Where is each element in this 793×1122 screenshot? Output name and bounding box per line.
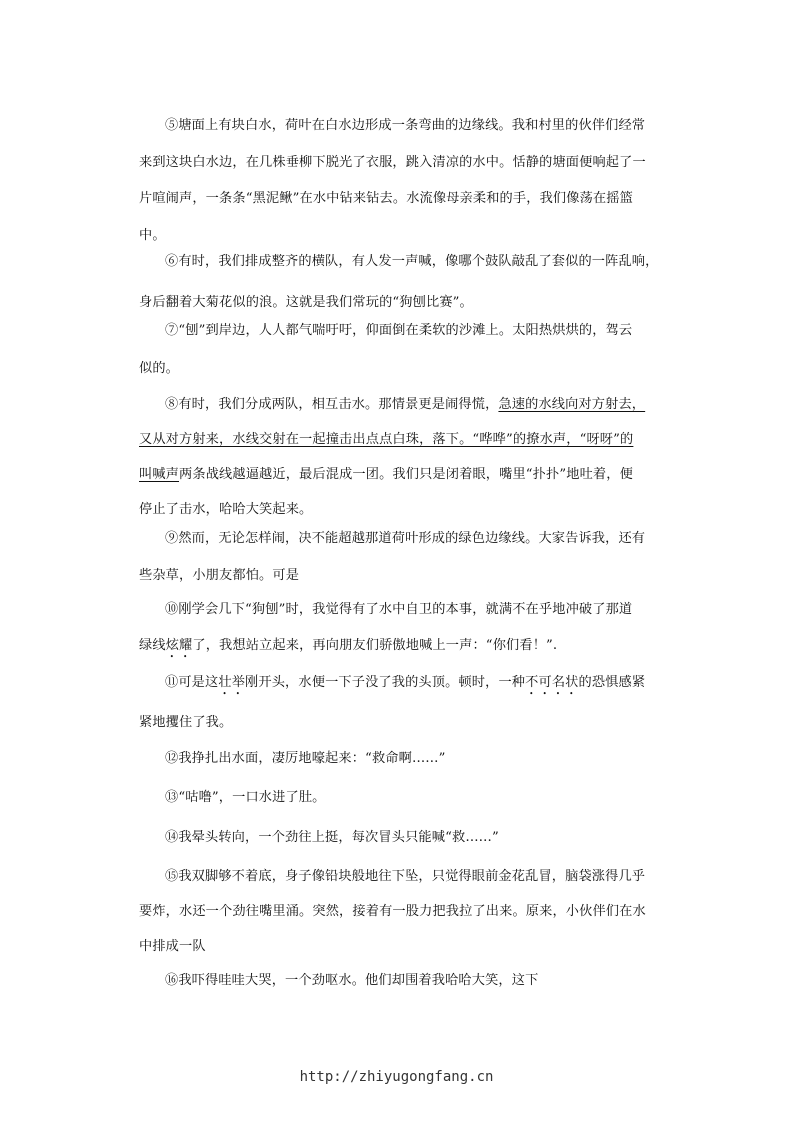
paragraph-line: ⑦“刨”到岸边，人人都气喘吁吁，仰面倒在柔软的沙滩上。太阳热烘烘的，驾云 bbox=[165, 323, 633, 338]
paragraph-line bbox=[139, 663, 679, 703]
paragraph-12 bbox=[139, 741, 679, 777]
plain-text: 了，我想站立起来，再向朋友们骄傲地喊上一声：“你们看！”. bbox=[192, 638, 558, 653]
paragraph-line: 来到这块白水边，在几株垂柳下脱光了衣服，跳入清凉的水中。恬静的塘面便响起了一 bbox=[139, 154, 646, 170]
paragraph-line: ⑤塘面上有块白水，荷叶在白水边形成一条弯曲的边缘线。我和村里的伙伴们经常 bbox=[165, 118, 646, 133]
paragraph-11 bbox=[139, 663, 679, 743]
plain-text: 刚开头，水便一下子没了我的头顶。顿时，一种 bbox=[245, 675, 526, 690]
plain-text: ⑪可是这 bbox=[165, 675, 219, 690]
paragraph-10 bbox=[139, 592, 679, 664]
paragraph-line: 片喧闹声，一条条“黑泥鳅”在水中钻来钻去。水流像母亲柔和的手，我们像荡在摇篮 bbox=[139, 191, 633, 206]
paragraph-14 bbox=[139, 820, 679, 856]
paragraph-9 bbox=[139, 520, 679, 594]
plain-text: ⑧有时，我们分成两队，相互击水。那情景更是闹得慌， bbox=[165, 397, 499, 412]
paragraph-line: ⑭我晕头转向，一个劲往上挺，每次冒头只能喊“救……” bbox=[165, 830, 499, 845]
paragraph-6 bbox=[139, 241, 679, 323]
paragraph-5 bbox=[139, 108, 679, 254]
footer-url: http://zhiyugongfang.cn bbox=[299, 1069, 494, 1085]
paragraph-line bbox=[139, 457, 679, 492]
paragraph-line: ⑮我双脚够不着底，身子像铅块般地往下坠，只觉得眼前金花乱冒，脑袋涨得几乎 bbox=[165, 869, 646, 884]
underlined-text: 急速的水线向对方射去， bbox=[498, 397, 646, 412]
emphasis-dotted-text: 不可名状 bbox=[525, 675, 579, 690]
paragraph-line: 身后翻着大菊花似的浪。这就是我们常玩的“狗刨比赛”。 bbox=[139, 295, 473, 310]
paragraph-line: 似的。 bbox=[139, 361, 180, 376]
paragraph-line: ⑥有时，我们排成整齐的横队，有人发一声喊，像哪个鼓队敲乱了套似的一阵乱响， bbox=[165, 254, 659, 269]
paragraph-line: 要炸，水还一个劲往嘴里涌。突然，接着有一股力把我拉了出来。原来，小伙伴们在水 bbox=[139, 904, 646, 919]
paragraph-line bbox=[139, 387, 679, 422]
paragraph-line: 停止了击水，哈哈大笑起来。 bbox=[139, 502, 313, 517]
plain-text: 的恐惧感紧 bbox=[578, 675, 646, 690]
paragraph-7 bbox=[139, 312, 679, 388]
paragraph-line: 中排成一队 bbox=[139, 939, 206, 954]
underlined-text: 叫喊声 bbox=[139, 467, 180, 482]
paragraph-line: ⑨然而，无论怎样闹，决不能超越那道荷叶形成的绿色边缘线。大家告诉我，还有 bbox=[165, 531, 646, 546]
paragraph-13 bbox=[139, 780, 679, 816]
paragraph-line: ⑩刚学会几下“狗刨”时，我觉得有了水中自卫的本事，就满不在乎地冲破了那道 bbox=[165, 602, 633, 617]
emphasis-dotted-text: 壮举 bbox=[218, 675, 246, 690]
paragraph-line bbox=[139, 628, 679, 664]
paragraph-line: 些杂草，小朋友都怕。可是 bbox=[139, 568, 300, 583]
paragraph-line: ⑯我吓得哇哇大哭，一个劲呕水。他们却围着我哈哈大笑，这下 bbox=[165, 973, 539, 988]
emphasis-dotted-text: 炫耀 bbox=[165, 638, 193, 653]
plain-text: 绿线 bbox=[139, 638, 166, 653]
paragraph-8 bbox=[139, 387, 679, 527]
paragraph-16 bbox=[139, 963, 679, 999]
plain-text: 两条战线越逼越近，最后混成一团。我们只是闭着眼，嘴里“扑扑”地吐着，便 bbox=[179, 467, 633, 482]
paragraph-15 bbox=[139, 859, 679, 964]
paragraph-line: ⑫我挣扎出水面，凄厉地嚎起来：“救命啊……” bbox=[165, 751, 446, 766]
paragraph-line: 中。 bbox=[139, 227, 166, 243]
paragraph-line bbox=[139, 422, 679, 457]
paragraph-line: 紧地攫住了我。 bbox=[139, 715, 233, 730]
underlined-text: 又从对方射来，水线交射在一起撞击出点点白珠，落下。“哗哗”的撩水声，“呀呀”的 bbox=[139, 432, 634, 447]
paragraph-line: ⑬“咕噜”，一口水进了肚。 bbox=[165, 790, 326, 805]
